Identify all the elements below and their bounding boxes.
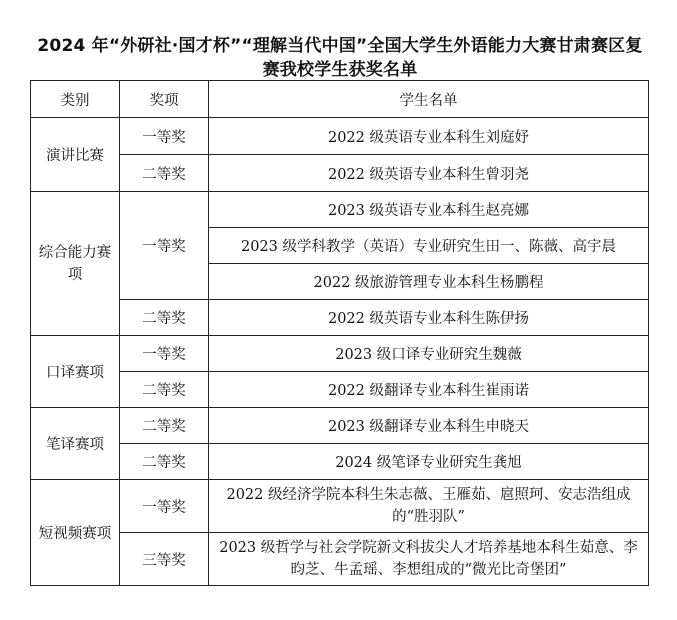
table-row — [31, 155, 649, 192]
award-cell: 二等奖 — [120, 372, 209, 408]
table-row — [31, 533, 649, 586]
table-row — [31, 444, 649, 480]
table-row — [31, 192, 649, 228]
header-category: 类别 — [31, 81, 120, 118]
document-title: 2024 年“外研社·国才杯”“理解当代中国”全国大学生外语能力大赛甘肃赛区复赛我校学生获奖名单 — [37, 36, 643, 80]
student-cell: 2022 级英语专业本科生曾羽尧 — [209, 155, 649, 192]
award-cell: 二等奖 — [120, 300, 209, 336]
table-row — [31, 118, 649, 155]
award-cell: 三等奖 — [120, 533, 209, 586]
table-header-row — [31, 81, 649, 118]
table-row — [31, 336, 649, 372]
category-cell: 口译赛项 — [31, 336, 120, 408]
student-cell: 2022 级英语专业本科生陈伊扬 — [209, 300, 649, 336]
award-cell: 一等奖 — [120, 192, 209, 300]
student-cell: 2024 级笔译专业研究生龚旭 — [209, 444, 649, 480]
student-cell: 2022 级经济学院本科生朱志薇、王雁茹、扈照珂、安志浩组成的“胜羽队” — [209, 480, 649, 533]
award-cell: 一等奖 — [120, 480, 209, 533]
award-table — [30, 80, 649, 586]
header-students: 学生名单 — [209, 81, 649, 118]
table-row — [31, 408, 649, 444]
category-cell: 短视频赛项 — [31, 480, 120, 586]
award-cell: 二等奖 — [120, 444, 209, 480]
student-cell: 2023 级口译专业研究生魏薇 — [209, 336, 649, 372]
award-cell: 一等奖 — [120, 118, 209, 155]
student-cell: 2023 级学科教学（英语）专业研究生田一、陈薇、高宇晨 — [209, 228, 649, 264]
table-row — [31, 300, 649, 336]
table-row — [31, 372, 649, 408]
student-cell: 2023 级英语专业本科生赵亮娜 — [209, 192, 649, 228]
award-cell: 二等奖 — [120, 408, 209, 444]
category-cell: 笔译赛项 — [31, 408, 120, 480]
category-cell: 演讲比赛 — [31, 118, 120, 192]
award-cell: 二等奖 — [120, 155, 209, 192]
student-cell: 2023 级翻译专业本科生申晓天 — [209, 408, 649, 444]
header-award: 奖项 — [120, 81, 209, 118]
category-cell: 综合能力赛项 — [31, 192, 120, 336]
award-cell: 一等奖 — [120, 336, 209, 372]
student-cell: 2022 级英语专业本科生刘庭妤 — [209, 118, 649, 155]
student-cell: 2022 级旅游管理专业本科生杨鹏程 — [209, 264, 649, 300]
student-cell: 2023 级哲学与社会学院新文科拔尖人才培养基地本科生茹意、李昀芝、牛孟瑶、李想组成的“微光比奇堡团” — [209, 533, 649, 586]
student-cell: 2022 级翻译专业本科生崔雨诺 — [209, 372, 649, 408]
table-row — [31, 480, 649, 533]
